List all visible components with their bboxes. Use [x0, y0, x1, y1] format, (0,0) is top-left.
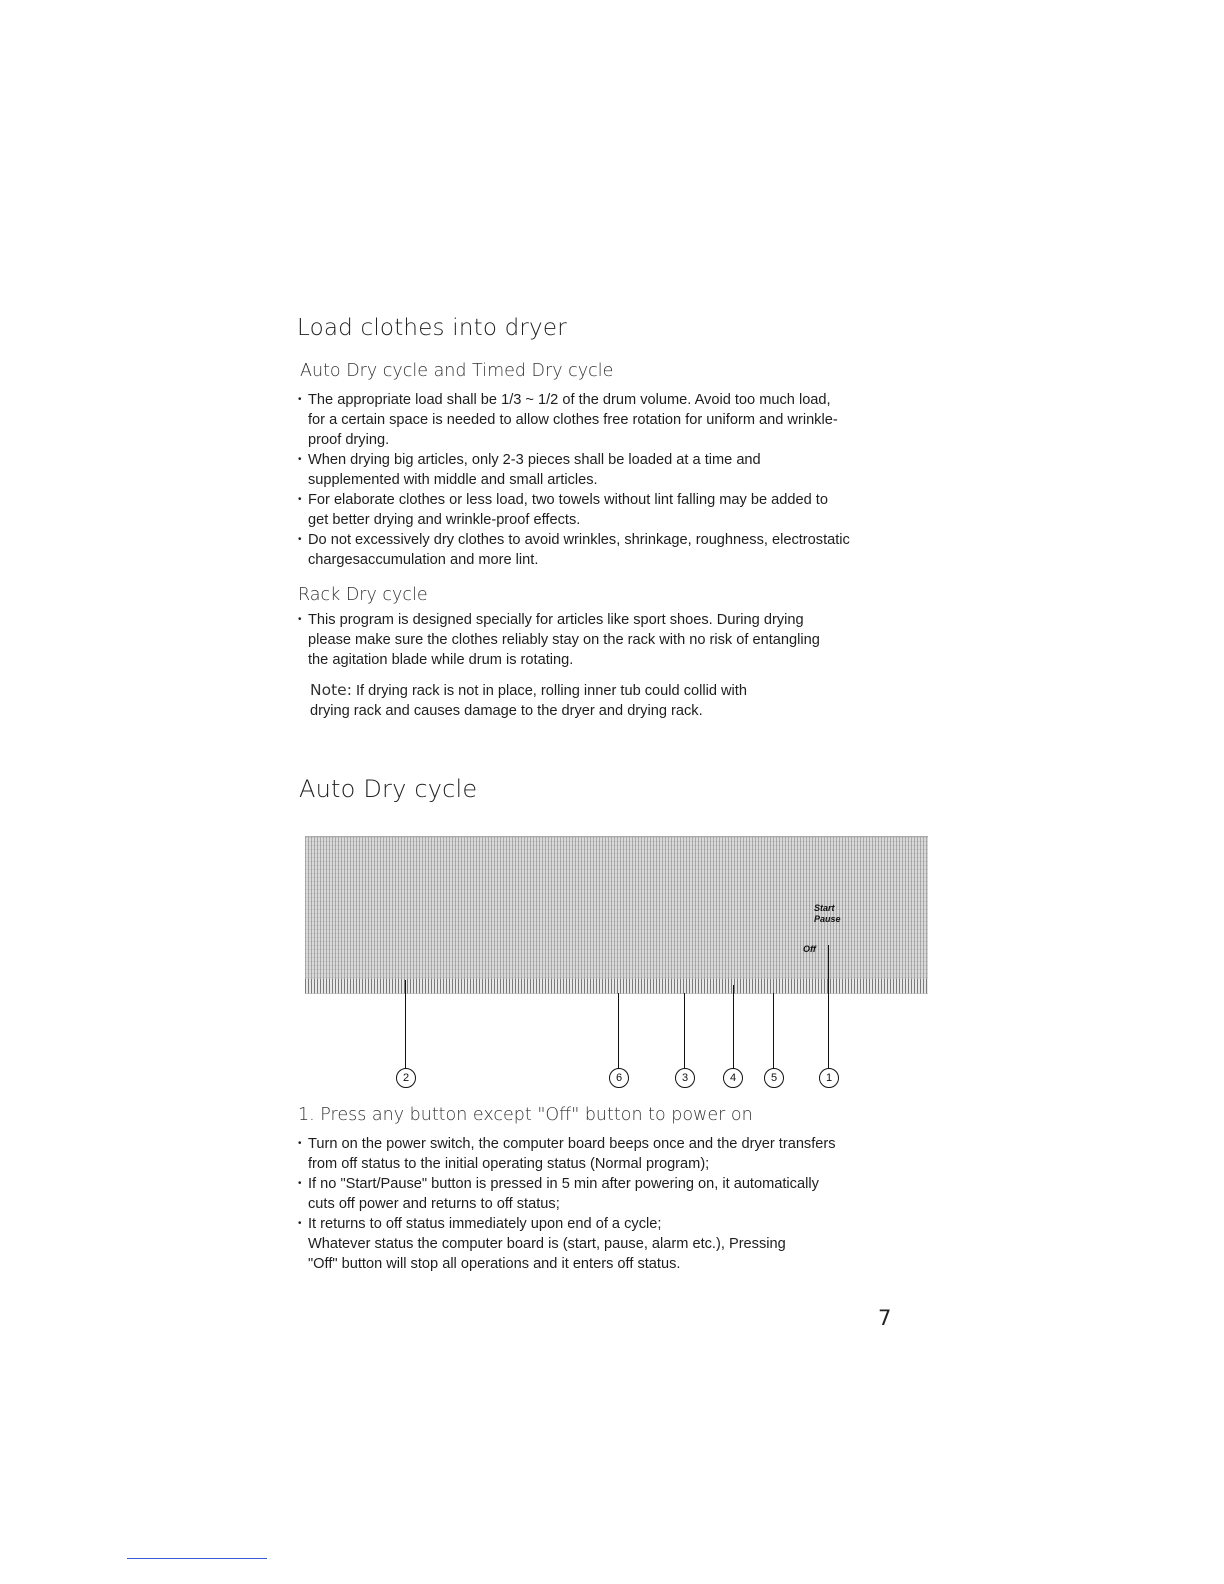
- note-label: Note:: [310, 681, 352, 699]
- bullet-line: the agitation blade while drum is rotating.: [308, 652, 574, 668]
- auto-timed-bullets: [298, 390, 850, 570]
- note-line-2: drying rack and causes damage to the dryer and drying rack.: [310, 703, 703, 719]
- bullet-line: • This program is designed specially for articles like sport shoes. During drying: [308, 612, 804, 628]
- off-panel-label: Off: [803, 944, 816, 954]
- bullet-line: for a certain space is needed to allow clothes free rotation for uniform and wrinkle-: [308, 412, 838, 428]
- section-title-load: Load clothes into dryer: [297, 315, 567, 341]
- start-pause-panel-label: [814, 903, 841, 925]
- bullet-line: • The appropriate load shall be 1/3 ~ 1/2 of the drum volume. Avoid too much load,: [308, 392, 831, 408]
- step-1-bullets: [298, 1134, 836, 1274]
- subtitle-rack: Rack Dry cycle: [298, 585, 428, 605]
- bullet-item: [298, 530, 850, 570]
- callout-5: 5: [764, 1068, 784, 1088]
- callout-line-4: [733, 985, 734, 1070]
- step-1-title: 1. Press any button except "Off" button to power on: [298, 1105, 753, 1125]
- callout-line-5: [773, 993, 774, 1070]
- subtitle-auto-timed: Auto Dry cycle and Timed Dry cycle: [300, 361, 614, 381]
- section-title-auto: Auto Dry cycle: [299, 775, 478, 803]
- bullet-line: • When drying big articles, only 2-3 pieces shall be loaded at a time and: [308, 452, 761, 468]
- bullet-line: supplemented with middle and small articles.: [308, 472, 598, 488]
- callout-3: 3: [675, 1068, 695, 1088]
- control-panel-edge: [305, 979, 928, 993]
- bullet-line: from off status to the initial operating status (Normal program);: [308, 1156, 710, 1172]
- callout-line-1: [828, 945, 829, 1070]
- bullet-item: [298, 490, 850, 530]
- bullet-line: chargesaccumulation and more lint.: [308, 552, 539, 568]
- pause-label: Pause: [814, 914, 841, 924]
- bullet-line: • Do not excessively dry clothes to avoid wrinkles, shrinkage, roughness, electrostatic: [308, 532, 850, 548]
- callout-1: 1: [819, 1068, 839, 1088]
- bullet-item: [298, 390, 850, 450]
- callout-line-6: [618, 993, 619, 1070]
- footer-rule: [127, 1558, 267, 1559]
- bullet-line: proof drying.: [308, 432, 390, 448]
- bullet-item: [298, 610, 820, 670]
- callout-4: 4: [723, 1068, 743, 1088]
- bullet-line: • If no "Start/Pause" button is pressed in 5 min after powering on, it automatically: [308, 1176, 819, 1192]
- bullet-item: [298, 1134, 836, 1174]
- callout-line-2: [405, 980, 406, 1070]
- callout-2: 2: [396, 1068, 416, 1088]
- bullet-item: [298, 450, 850, 490]
- page-number: 7: [878, 1306, 892, 1330]
- note-block: [310, 680, 747, 721]
- bullet-line: cuts off power and returns to off status;: [308, 1196, 560, 1212]
- bullet-line: Whatever status the computer board is (start, pause, alarm etc.), Pressing: [308, 1236, 786, 1252]
- callout-line-3: [684, 993, 685, 1070]
- bullet-line: • Turn on the power switch, the computer board beeps once and the dryer transfers: [308, 1136, 836, 1152]
- bullet-line: • For elaborate clothes or less load, two towels without lint falling may be added to: [308, 492, 828, 508]
- bullet-line: • It returns to off status immediately upon end of a cycle;: [308, 1216, 662, 1232]
- bullet-line: "Off" button will stop all operations and it enters off status.: [308, 1256, 681, 1272]
- bullet-line: get better drying and wrinkle-proof effects.: [308, 512, 581, 528]
- start-label: Start: [814, 903, 835, 913]
- rack-bullets: [298, 610, 820, 670]
- callout-6: 6: [609, 1068, 629, 1088]
- note-line-1: If drying rack is not in place, rolling inner tub could collid with: [355, 683, 747, 699]
- bullet-line: please make sure the clothes reliably stay on the rack with no risk of entangling: [308, 632, 820, 648]
- bullet-item: [298, 1214, 836, 1274]
- bullet-item: [298, 1174, 836, 1214]
